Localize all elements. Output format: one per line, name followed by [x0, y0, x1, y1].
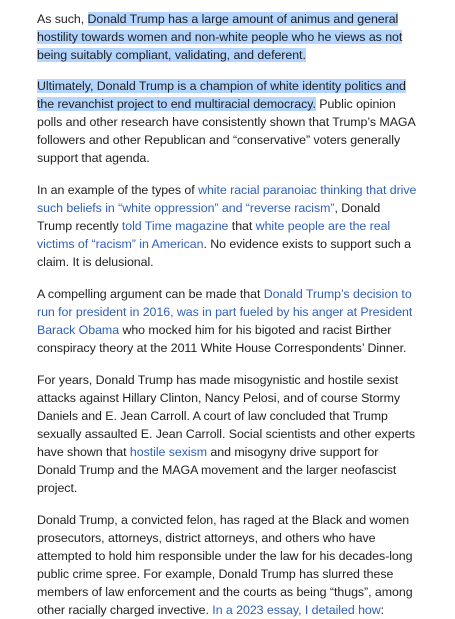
paragraph-text: Donald Trump, a convicted felon, has raged at the Black and women prosecutors, attorneys, district attorneys, and others who have attempted to hold him responsible under the law for his decades-long public crime spree. For example, Donald Trump has slurred these members of law enforcement and the courts as being “thugs”, among other racially charged invective.: [37, 513, 413, 617]
paragraph-text: Public opinion polls and other research have consistently shown that Trump’s MAGA followers and other Republican and “conservative” voters generally support that agenda.: [37, 97, 416, 165]
link-2023-essay[interactable]: In a 2023 essay, I detailed how: [212, 603, 381, 617]
paragraph-text: For years, Donald Trump has made misogynistic and hostile sexist attacks against Hillary Clinton, Nancy Pelosi, and of course Stormy Daniels and E. Jean Carroll. A court of law concluded that Trump sexually assaulted E. Jean Carroll. Social scientists and other experts have shown that: [37, 373, 415, 459]
article-body: [37, 10, 417, 619]
link-decision-to-run[interactable]: Donald Trump’s decision to run for president in 2016, was in part fueled by his anger at President Barack Obama: [37, 287, 413, 337]
paragraph-text: who mocked him for his bigoted and racist Birther conspiracy theory at the 2011 White House Correspondents’ Dinner.: [37, 323, 407, 355]
link-time-magazine[interactable]: told Time magazine: [121, 219, 229, 233]
selected-text[interactable]: Ultimately, Donald Trump is a champion of white identity politics and the revanchist project to end multiracial democracy.: [37, 79, 406, 111]
link-white-racial-paranoia[interactable]: white racial paranoiac thinking that drive such beliefs in “white oppression” and “reverse racism”: [37, 183, 417, 215]
paragraph-text: As such,: [37, 12, 88, 26]
paragraph-text: that: [228, 219, 256, 233]
paragraph-text: A compelling argument can be made that: [37, 287, 264, 301]
paragraph-text: In an example of the types of: [37, 183, 199, 197]
link-white-victims-racism[interactable]: white people are the real victims of “racism” in American: [37, 219, 391, 251]
paragraph-sexism: [37, 371, 417, 497]
paragraph-animus: [37, 10, 417, 64]
paragraph-racial-paranoia: [37, 181, 417, 271]
paragraph-text: , Donald Trump recently: [37, 201, 381, 233]
paragraph-text: :: [380, 603, 385, 617]
paragraph-prosecutors: [37, 511, 417, 619]
selected-text[interactable]: Donald Trump has a large amount of animus and general hostility towards women and non-white people who he views as not being suitably compliant, validating, and deferent.: [37, 12, 403, 62]
link-hostile-sexism[interactable]: hostile sexism: [129, 445, 208, 459]
paragraph-white-identity: [37, 77, 417, 167]
paragraph-text: . No evidence exists to support such a claim. It is delusional.: [37, 237, 411, 269]
paragraph-text: and misogyny drive support for Donald Trump and the MAGA movement and the larger neofascist project.: [37, 445, 397, 495]
paragraph-2016-run: [37, 285, 417, 357]
